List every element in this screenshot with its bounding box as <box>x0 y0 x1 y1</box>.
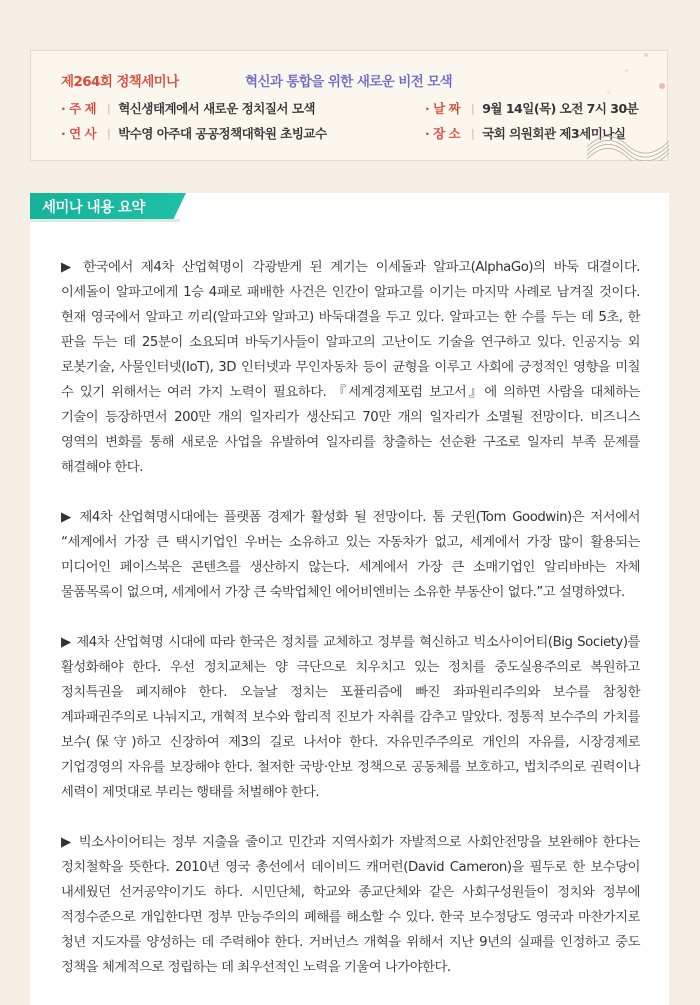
info-value: 박수영 아주대 공공정책대학원 초빙교수 <box>118 126 327 141</box>
decorative-dot <box>625 69 628 72</box>
summary-tab-label: 세미나 내용 요약 <box>42 200 145 216</box>
info-label: · 장 소 <box>425 126 461 141</box>
decorative-dot <box>659 83 665 89</box>
decorative-dot <box>607 91 610 94</box>
info-label: · 연 사 <box>61 126 97 141</box>
summary-paragraph: ▶ 한국에서 제4차 산업혁명이 각광받게 된 계기는 이세돌과 알파고(AlphaGo)의 바둑 대결이다. 이세돌이 알파고에게 1승 4패로 패배한 사건은 인간이 알파고를 이기는 마지막 사례로 남겨질 것이다. 현재 영국에서 알파고 끼리(알파고와 알파고) 바둑대결을 두고 있다. 알파고는 한 수를 두는 데 5초, 한 판을 두는 데 25분이 소요되며 바둑기사들이 알파고의 고난이도 기술을 연구하고 있다. 인공지능 외 로봇기술, 사물인터넷(IoT), 3D 인터넷과 무인자동차 등이 균형을 이루고 사회에 긍정적인 영향을 미칠 수 있기 위해서는 여러 가지 노력이 필요하다. 『세계경제포럼 보고서』에 의하면 사람을 대체하는 기술이 등장하면서 200만 개의 일자리가 생산되고 70만 개의 일자리가 소멸될 전망이다. 비즈니스 영역의 변화를 통해 새로운 사업을 유발하여 일자리를 창출하는 선순환 구조로 일자리 부족 문제를 해결해야 한다. <box>61 260 640 475</box>
info-separator: | <box>471 101 475 115</box>
summary-paragraph: ▶ 빅소사이어티는 정부 지출을 줄이고 민간과 지역사회가 자발적으로 사회안전망을 보완해야 한다는 정치철학을 뜻한다. 2010년 영국 총선에서 데이비드 캐머런(David Cameron)을 필두로 한 보수당이 내세웠던 선거공약이기도 하다. 시민단체, 학교와 종교단체와 같은 사회구성원들이 정치와 정부에 적정수준으로 개입한다면 정부 만능주의의 폐해를 해소할 수 있다. 한국 보수정당도 영국과 마찬가지로 청년 지도자를 양성하는 데 주력해야 한다. 거버넌스 개혁을 위해서 지난 9년의 실패를 인정하고 중도 정책을 체계적으로 정립하는 데 최우선적인 노력을 기울여 나가야한다. <box>61 835 640 975</box>
info-value: 9월 14일(목) 오전 7시 30분 <box>482 101 639 116</box>
info-row-topic <box>61 99 315 117</box>
info-value: 혁신생태계에서 새로운 정치질서 모색 <box>118 101 315 116</box>
summary-paragraph: ▶ 제4차 산업혁명시대에는 플랫폼 경제가 활성화 될 전망이다. 톰 굿윈(Tom Goodwin)은 저서에서 “세계에서 가장 큰 택시기업인 우버는 소유하고 있는 자동차가 없고, 세계에서 가장 많이 활용되는 미디어인 페이스북은 콘텐츠를 생산하지 않는다. 세계에서 가장 큰 소매기업인 알리바바는 자체 물품목록이 없으며, 세계에서 가장 큰 숙박업체인 에어비엔비는 소유한 부동산이 없다.”고 설명하였다. <box>61 510 640 600</box>
info-row-speaker <box>61 124 327 142</box>
summary-body <box>61 255 640 1005</box>
info-separator: | <box>107 126 111 140</box>
info-label: · 날 짜 <box>425 101 461 116</box>
seminar-info-box <box>30 50 668 161</box>
info-row-date <box>425 99 638 117</box>
info-label: · 주 제 <box>61 101 97 116</box>
decorative-wave-lines <box>587 117 669 161</box>
info-separator: | <box>107 101 111 115</box>
seminar-title: 제264회 정책세미나 <box>61 74 179 90</box>
summary-paragraph: ▶ 제4차 산업혁명 시대에 따라 한국은 정치를 교체하고 정부를 혁신하고 빅소사이어티(Big Society)를 활성화해야 한다. 우선 정치교체는 양 극단으로 치우치고 있는 정치를 중도실용주의로 복원하고 정치특권을 폐지해야 한다. 오늘날 정치는 포퓰리즘에 빠진 좌파원리주의와 보수를 참칭한 계파패권주의로 나눠지고, 개혁적 보수와 합리적 진보가 자취를 감추고 말았다. 정통적 보수주의 가치를 보수(保守)하고 신장하여 제3의 길로 나서야 한다. 자유민주주의로 개인의 자유를, 시장경제로 기업경영의 자유를 보장해야 한다. 철저한 국방·안보 정책으로 공동체를 보호하고, 법치주의로 권력이나 세력이 제멋대로 부리는 행태를 처벌해야 한다. <box>61 635 640 800</box>
info-separator: | <box>471 126 475 140</box>
summary-tab-shadow <box>30 219 180 222</box>
seminar-subtitle: 혁신과 통합을 위한 새로운 비전 모색 <box>245 74 453 90</box>
info-value: 국회 의원회관 제3세미나실 <box>482 126 626 141</box>
decorative-dot <box>644 53 648 57</box>
